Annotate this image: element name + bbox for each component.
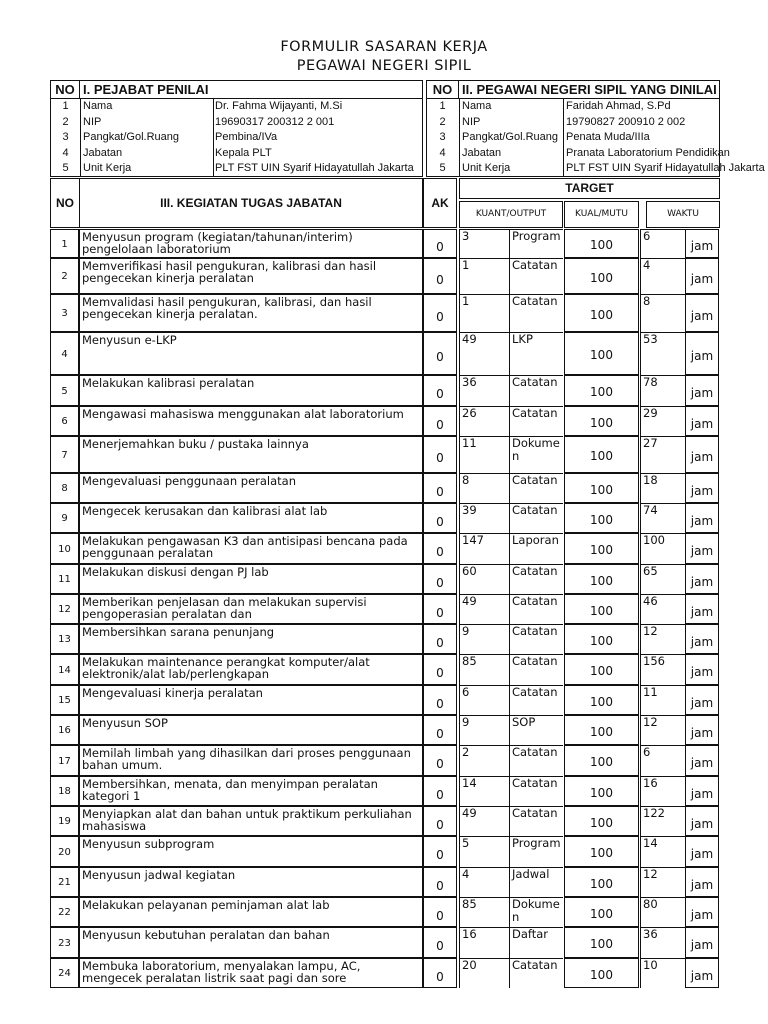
task-time-unit: jam	[685, 473, 719, 503]
task-time-unit: jam	[685, 685, 719, 715]
task-number: 24	[50, 958, 79, 988]
header-no-dinilai: NO	[426, 80, 459, 99]
task-output: Jadwal	[509, 867, 563, 897]
task-time-unit: jam	[685, 958, 719, 988]
task-ak: 0	[423, 867, 457, 897]
task-time-unit: jam	[685, 867, 719, 897]
task-time-unit: jam	[685, 533, 719, 564]
task-number: 19	[50, 806, 79, 836]
task-time-unit: jam	[685, 436, 719, 473]
task-number: 6	[50, 406, 79, 436]
task-quality: 100	[564, 375, 639, 406]
task-output: Program	[509, 229, 563, 258]
task-quantity: 4	[459, 867, 509, 897]
task-quantity: 85	[459, 654, 509, 685]
task-description: Mengevaluasi penggunaan peralatan	[79, 473, 423, 503]
task-quality: 100	[564, 503, 639, 533]
task-number: 16	[50, 715, 79, 745]
task-quality: 100	[564, 958, 639, 988]
task-number: 10	[50, 533, 79, 564]
task-time: 12	[640, 867, 685, 897]
task-quality: 100	[564, 624, 639, 654]
task-description: Membersihkan sarana penunjang	[79, 624, 423, 654]
task-description: Menyusun jadwal kegiatan	[79, 867, 423, 897]
task-ak: 0	[423, 806, 457, 836]
task-time-unit: jam	[685, 806, 719, 836]
task-description: Menyusun subprogram	[79, 836, 423, 867]
task-time: 100	[640, 533, 685, 564]
task-number: 1	[50, 229, 79, 258]
task-quantity: 9	[459, 715, 509, 745]
task-time: 156	[640, 654, 685, 685]
header-kegiatan-tugas: III. KEGIATAN TUGAS JABATAN	[79, 178, 423, 228]
task-time-unit: jam	[685, 258, 719, 294]
penilai-block: 1 Nama Dr. Fahma Wijayanti, M.Si 2 NIP 19690317 200312 2 001 3 Pangkat/Gol.Ruang Pembina/IVa 4 Jabatan Kepala PLT 5 Unit Kerja PLT FST UIN Syarif Hidayatullah Jakarta	[50, 98, 423, 177]
task-ak: 0	[423, 958, 457, 988]
task-time: 78	[640, 375, 685, 406]
task-time: 46	[640, 594, 685, 624]
task-ak: 0	[423, 624, 457, 654]
task-time-unit: jam	[685, 776, 719, 806]
task-quantity: 36	[459, 375, 509, 406]
task-quantity: 8	[459, 473, 509, 503]
task-output: Catatan	[509, 473, 563, 503]
task-quality: 100	[564, 867, 639, 897]
task-ak: 0	[423, 229, 457, 258]
task-ak: 0	[423, 715, 457, 745]
task-time: 29	[640, 406, 685, 436]
header-pns-dinilai: II. PEGAWAI NEGERI SIPIL YANG DINILAI	[458, 80, 720, 99]
task-output: Dokumen	[509, 436, 563, 473]
task-time: 16	[640, 776, 685, 806]
task-quantity: 49	[459, 594, 509, 624]
task-time: 6	[640, 229, 685, 258]
task-description: Mengawasi mahasiswa menggunakan alat laboratorium	[79, 406, 423, 436]
task-quantity: 20	[459, 958, 509, 988]
task-output: Daftar	[509, 927, 563, 958]
task-time: 12	[640, 624, 685, 654]
task-quality: 100	[564, 745, 639, 776]
task-time: 12	[640, 715, 685, 745]
task-number: 17	[50, 745, 79, 776]
task-ak: 0	[423, 897, 457, 927]
task-ak: 0	[423, 375, 457, 406]
task-time-unit: jam	[685, 406, 719, 436]
task-description: Membersihkan, menata, dan menyimpan peralatan kategori 1	[79, 776, 423, 806]
task-time-unit: jam	[685, 229, 719, 258]
task-number: 5	[50, 375, 79, 406]
task-quality: 100	[564, 294, 639, 332]
task-output: Catatan	[509, 375, 563, 406]
form-title: FORMULIR SASARAN KERJA	[280, 39, 488, 55]
task-quality: 100	[564, 685, 639, 715]
task-quality: 100	[564, 654, 639, 685]
task-time: 122	[640, 806, 685, 836]
task-number: 3	[50, 294, 79, 332]
task-ak: 0	[423, 685, 457, 715]
task-time: 14	[640, 836, 685, 867]
task-description: Menyusun e-LKP	[79, 332, 423, 375]
task-ak: 0	[423, 594, 457, 624]
task-time: 53	[640, 332, 685, 375]
task-time-unit: jam	[685, 375, 719, 406]
task-output: Catatan	[509, 806, 563, 836]
task-number: 23	[50, 927, 79, 958]
task-description: Menerjemahkan buku / pustaka lainnya	[79, 436, 423, 473]
task-quantity: 60	[459, 564, 509, 594]
task-time: 74	[640, 503, 685, 533]
task-description: Menyusun kebutuhan peralatan dan bahan	[79, 927, 423, 958]
task-number: 14	[50, 654, 79, 685]
task-description: Melakukan diskusi dengan PJ lab	[79, 564, 423, 594]
task-quantity: 2	[459, 745, 509, 776]
task-number: 21	[50, 867, 79, 897]
task-quality: 100	[564, 229, 639, 258]
header-no-kegiatan: NO	[50, 178, 80, 228]
task-quality: 100	[564, 533, 639, 564]
task-quantity: 11	[459, 436, 509, 473]
task-ak: 0	[423, 836, 457, 867]
task-output: Catatan	[509, 294, 563, 332]
task-number: 11	[50, 564, 79, 594]
task-number: 2	[50, 258, 79, 294]
task-time: 4	[640, 258, 685, 294]
task-number: 4	[50, 332, 79, 375]
task-quality: 100	[564, 258, 639, 294]
task-output: Laporan	[509, 533, 563, 564]
task-ak: 0	[423, 258, 457, 294]
task-description: Menyusun SOP	[79, 715, 423, 745]
task-output: Catatan	[509, 624, 563, 654]
task-quantity: 26	[459, 406, 509, 436]
task-time-unit: jam	[685, 594, 719, 624]
task-quality: 100	[564, 436, 639, 473]
task-output: Catatan	[509, 406, 563, 436]
task-description: Menyusun program (kegiatan/tahunan/interim) pengelolaan laboratorium	[79, 229, 423, 258]
task-quality: 100	[564, 806, 639, 836]
task-description: Melakukan maintenance perangkat komputer/alat elektronik/alat lab/perlengkapan	[79, 654, 423, 685]
task-output: SOP	[509, 715, 563, 745]
task-description: Mengevaluasi kinerja peralatan	[79, 685, 423, 715]
task-ak: 0	[423, 294, 457, 332]
task-time-unit: jam	[685, 294, 719, 332]
header-pejabat-penilai: I. PEJABAT PENILAI	[79, 80, 423, 99]
header-kuant-output: KUANT/OUTPUT	[459, 201, 563, 228]
task-number: 15	[50, 685, 79, 715]
task-number: 13	[50, 624, 79, 654]
header-target: TARGET	[459, 178, 720, 199]
task-time-unit: jam	[685, 564, 719, 594]
task-output: Catatan	[509, 258, 563, 294]
task-number: 12	[50, 594, 79, 624]
task-ak: 0	[423, 533, 457, 564]
task-description: Memilah limbah yang dihasilkan dari proses penggunaan bahan umum.	[79, 745, 423, 776]
task-output: Catatan	[509, 654, 563, 685]
task-ak: 0	[423, 473, 457, 503]
header-waktu: WAKTU	[646, 201, 720, 228]
task-quantity: 6	[459, 685, 509, 715]
task-description: Melakukan pengawasan K3 dan antisipasi bencana pada penggunaan peralatan	[79, 533, 423, 564]
task-ak: 0	[423, 745, 457, 776]
task-time: 8	[640, 294, 685, 332]
task-time: 27	[640, 436, 685, 473]
task-number: 7	[50, 436, 79, 473]
task-quantity: 3	[459, 229, 509, 258]
task-time: 10	[640, 958, 685, 988]
task-time: 80	[640, 897, 685, 927]
task-quality: 100	[564, 715, 639, 745]
task-quality: 100	[564, 473, 639, 503]
task-output: LKP	[509, 332, 563, 375]
task-output: Catatan	[509, 776, 563, 806]
task-number: 22	[50, 897, 79, 927]
task-output: Catatan	[509, 958, 563, 988]
task-time: 65	[640, 564, 685, 594]
task-description: Mengecek kerusakan dan kalibrasi alat lab	[79, 503, 423, 533]
task-quality: 100	[564, 332, 639, 375]
dinilai-block: 1 Nama Faridah Ahmad, S.Pd 2 NIP 19790827 200910 2 002 3 Pangkat/Gol.Ruang Penata Muda/IIIa 4 Jabatan Pranata Laboratorium Pendidikan 5 Unit Kerja PLT FST UIN Syarif Hidayatullah Jakarta	[426, 98, 720, 177]
task-description: Memverifikasi hasil pengukuran, kalibrasi dan hasil pengecekan kinerja peralatan	[79, 258, 423, 294]
header-ak: AK	[423, 178, 457, 228]
task-quantity: 1	[459, 294, 509, 332]
task-ak: 0	[423, 406, 457, 436]
task-number: 9	[50, 503, 79, 533]
task-quantity: 147	[459, 533, 509, 564]
task-time-unit: jam	[685, 836, 719, 867]
task-quantity: 49	[459, 332, 509, 375]
task-output: Catatan	[509, 564, 563, 594]
task-output: Program	[509, 836, 563, 867]
task-quantity: 1	[459, 258, 509, 294]
task-ak: 0	[423, 654, 457, 685]
task-time-unit: jam	[685, 897, 719, 927]
task-time-unit: jam	[685, 624, 719, 654]
task-quality: 100	[564, 836, 639, 867]
task-time-unit: jam	[685, 927, 719, 958]
task-quality: 100	[564, 594, 639, 624]
task-output: Catatan	[509, 685, 563, 715]
task-quality: 100	[564, 406, 639, 436]
task-quantity: 14	[459, 776, 509, 806]
task-quantity: 5	[459, 836, 509, 867]
task-ak: 0	[423, 776, 457, 806]
task-quality: 100	[564, 897, 639, 927]
task-time: 6	[640, 745, 685, 776]
task-ak: 0	[423, 564, 457, 594]
task-description: Memvalidasi hasil pengukuran, kalibrasi, dan hasil pengecekan kinerja peralatan.	[79, 294, 423, 332]
task-ak: 0	[423, 503, 457, 533]
task-time-unit: jam	[685, 654, 719, 685]
header-no-penilai: NO	[50, 80, 80, 99]
task-output: Dokumen	[509, 897, 563, 927]
task-output: Catatan	[509, 745, 563, 776]
task-quantity: 9	[459, 624, 509, 654]
task-description: Membuka laboratorium, menyalakan lampu, AC, mengecek peralatan listrik saat pagi dan sore	[79, 958, 423, 988]
task-time: 11	[640, 685, 685, 715]
task-time-unit: jam	[685, 503, 719, 533]
task-time-unit: jam	[685, 745, 719, 776]
task-quality: 100	[564, 776, 639, 806]
header-kual-mutu: KUAL/MUTU	[564, 201, 639, 228]
task-number: 8	[50, 473, 79, 503]
task-output: Catatan	[509, 594, 563, 624]
task-output: Catatan	[509, 503, 563, 533]
task-description: Melakukan pelayanan peminjaman alat lab	[79, 897, 423, 927]
task-quality: 100	[564, 927, 639, 958]
task-number: 18	[50, 776, 79, 806]
task-quantity: 16	[459, 927, 509, 958]
task-quantity: 49	[459, 806, 509, 836]
task-ak: 0	[423, 436, 457, 473]
task-ak: 0	[423, 332, 457, 375]
form-subtitle: PEGAWAI NEGERI SIPIL	[296, 58, 472, 74]
task-quantity: 85	[459, 897, 509, 927]
task-time-unit: jam	[685, 332, 719, 375]
task-description: Menyiapkan alat dan bahan untuk praktikum perkuliahan mahasiswa	[79, 806, 423, 836]
task-quantity: 39	[459, 503, 509, 533]
task-time-unit: jam	[685, 715, 719, 745]
task-description: Melakukan kalibrasi peralatan	[79, 375, 423, 406]
task-description: Memberikan penjelasan dan melakukan supervisi pengoperasian peralatan dan	[79, 594, 423, 624]
task-ak: 0	[423, 927, 457, 958]
task-quality: 100	[564, 564, 639, 594]
task-number: 20	[50, 836, 79, 867]
task-time: 18	[640, 473, 685, 503]
task-time: 36	[640, 927, 685, 958]
